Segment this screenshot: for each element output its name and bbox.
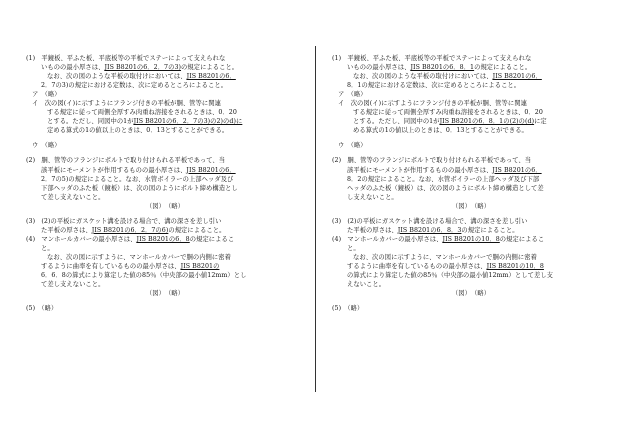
left-text-line: なお、次の図のような平板の取付けにおいては、JIS B8201の6． — [47, 73, 236, 81]
left-text-line: (4) マンホールカバーの最小厚さは、JIS B8201の6．8の規定によるこ — [26, 235, 235, 243]
right-text-line: (3) (2)の平板にガスケット溝を設ける場合で、溝の深さを差し引い — [332, 217, 528, 225]
right-text-line: し支えないこと。 — [347, 193, 398, 201]
right-text-line: (1) 平鏡板、平ふた板、平底板等の平板でステーによって支えられな — [332, 55, 532, 62]
left-text-line: (3) (2)の平板にガスケット溝を設ける場合で、溝の深さを差し引い — [26, 217, 222, 225]
left-text-line: 2．7の3)の規定における定数は、次に定めるところによること。 — [41, 82, 228, 90]
left-text-line: 定める算式の1の値以上のときは、0．13とすることができる。 — [47, 127, 229, 135]
right-text-line: (5) （略） — [332, 305, 364, 313]
left-text-line: (1) 平鏡板、平ふた板、平底板等の平板でステーによって支えられな — [26, 55, 226, 62]
right-text-line: (2) 胴、管等のフランジにボルトで取り付けられる平板であって、当 — [332, 157, 532, 165]
left-text-line: する規定に従って両側全厚すみ肉重ね溶接をされるときは、0．20 — [47, 109, 237, 117]
left-text-line: 該平板にモーメントが作用するものの最小厚さは、JIS B8201の6． — [41, 166, 236, 174]
right-text-line: ア （略） — [338, 91, 367, 99]
left-text-line: て差し支えないこと。 — [41, 281, 105, 289]
right-text-line: (4) マンホールカバーの最小厚さは、JIS B8201の10．8の規定によるこ — [332, 235, 545, 243]
left-column-current-text — [26, 54, 304, 313]
right-text-line: なお、次の図に示すように、マンホールカバーで胴の内側に密着 — [353, 253, 537, 261]
right-text-line: （図） （略） — [451, 290, 491, 298]
right-text-line: の算式により算定した値の85％（中央部の最小値12mm）として差し支 — [347, 272, 553, 280]
left-text-line: た平板の厚さは、JIS B8201の6．2．7の6)の規定によること。 — [41, 226, 226, 234]
left-text-line: (2) 胴、管等のフランジにボルトで取り付けられる平板であって、当 — [26, 157, 226, 165]
right-text-line: 8．2の規定によること。なお、水管ボイラーの上部ヘッダ及び下部 — [347, 175, 540, 183]
left-text-line: （図） （略） — [145, 290, 185, 298]
right-text-line: する規定に従って両側全厚すみ肉重ね溶接をされるときは、0．20 — [353, 109, 543, 117]
left-text-line: するように曲率を有しているものの最小厚さは、JIS B8201の — [41, 262, 220, 270]
right-text-line: める算式の1の値以上のときは、0．13とすることができる。 — [353, 127, 528, 135]
right-text-line: とする。ただし、同図中の1がJIS B8201の6．8．1の(2)の(d)に定 — [353, 118, 547, 126]
left-text-line: と。 — [41, 244, 54, 252]
left-text-line: (5) （略） — [26, 305, 58, 313]
right-column-revised-text — [332, 54, 610, 313]
left-text-line: いものの最小厚さは、JIS B8201の6．2．7の3)の規定によること。 — [41, 64, 239, 72]
left-text-line: 2．7の5)の規定によること。なお、水管ボイラーの上部ヘッダ及び — [41, 175, 234, 183]
left-text-line: 下部ヘッダのふた板（鏡板）は、次の図のようにボルト締め構造とし — [41, 184, 238, 192]
right-text-line: するように曲率を有しているものの最小厚さは、JIS B8201の10．8 — [347, 262, 544, 270]
left-text-line: イ 次の図(イ)に示すようにフランジ付きの平板が胴、管等に関連 — [32, 100, 221, 108]
left-text-line: とする。ただし、同図中の1がJIS B8201の6．2．7の3)の2)のd)に — [47, 118, 243, 126]
left-text-line: （図） （略） — [145, 202, 185, 210]
right-text-line: ウ （略） — [338, 142, 367, 150]
right-text-line: た平板の厚さは、JIS B8201の6．8．3の規定によること。 — [347, 226, 519, 234]
right-text-line: えないこと。 — [347, 281, 386, 289]
right-text-line: 8．1の規定における定数は、次に定めるところによること。 — [347, 82, 521, 90]
right-text-line: と。 — [347, 244, 360, 252]
left-text-line: て差し支えないこと。 — [41, 193, 105, 201]
right-text-line: なお、次の図のような平板の取付けにおいては、JIS B8201の6． — [353, 73, 542, 81]
right-text-line: イ 次の図(イ)に示すようにフランジ付きの平板が胴、管等に関連 — [338, 100, 527, 108]
right-text-line: いものの最小厚さは、JIS B8201の6．8．1の規定によること。 — [347, 64, 532, 72]
right-text-line: （図） （略） — [451, 202, 491, 210]
left-text-line: ア （略） — [32, 91, 61, 99]
left-text-line: 6．6．8の算式により算定した値の85％（中央部の最小値12mm）とし — [41, 272, 247, 280]
left-text-line: なお、次の図に示すように、マンホールカバーで胴の内側に密着 — [47, 253, 231, 261]
left-text-line: ウ （略） — [32, 142, 61, 150]
column-divider — [315, 46, 316, 392]
right-text-line: ヘッダのふた板（鏡板）は、次の図のようにボルト締め構造として差 — [347, 184, 544, 192]
right-text-line: 該平板にモーメントが作用するものの最小厚さは、JIS B8201の6． — [347, 166, 542, 174]
